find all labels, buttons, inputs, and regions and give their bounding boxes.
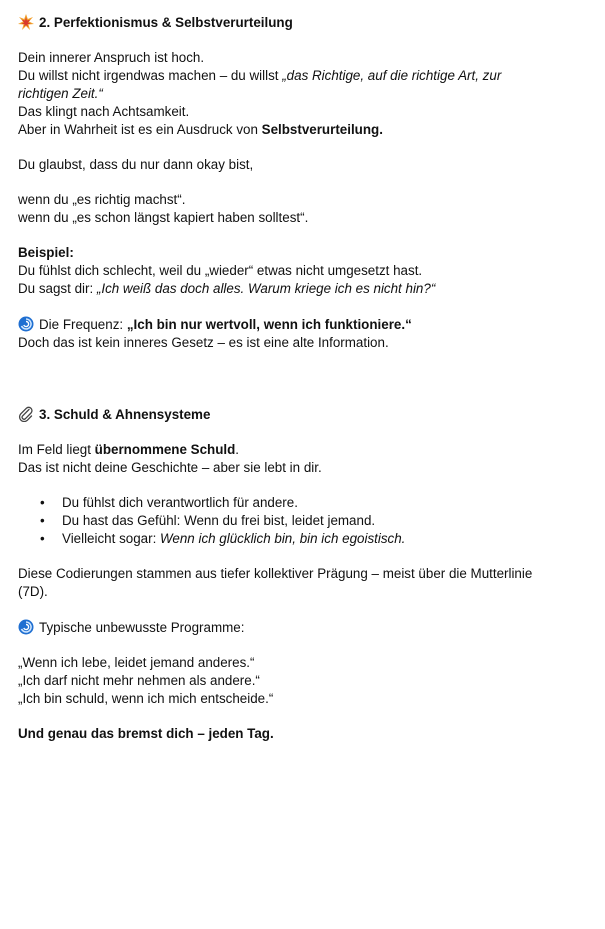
section3-heading [18, 406, 210, 423]
s3-p1-line1 [18, 441, 239, 458]
s2-p1-line3: richtigen Zeit.“ [18, 86, 103, 101]
s3-p1-bold: übernommene Schuld [94, 442, 236, 457]
collision-icon [18, 14, 34, 30]
s2-p1-line4: Das klingt nach Achtsamkeit. [18, 104, 190, 119]
s2-p3-line2: wenn du „es schon längst kapiert haben solltest“. [18, 210, 309, 225]
cyclone-icon [18, 316, 34, 332]
s2-p1-line2-quote: „das Richtige, auf die richtige Art, zur [282, 68, 502, 83]
section3-title: 3. Schuld & Ahnensysteme [39, 407, 211, 422]
frequency-statement: „Ich bin nur wertvoll, wenn ich funktioniere.“ [126, 317, 412, 332]
closing-statement: Und genau das bremst dich – jeden Tag. [18, 726, 274, 741]
s3-p2-line1: Diese Codierungen stammen aus tiefer kollektiver Prägung – meist über die Mutterlinie [18, 566, 533, 581]
s2-p1-line5-text: Aber in Wahrheit ist es ein Ausdruck von [18, 122, 262, 137]
cyclone-icon [18, 619, 34, 635]
list-item [62, 530, 405, 547]
list-item-italic: Wenn ich glücklich bin, bin ich egoistisch. [160, 531, 406, 546]
s2-p3-line1: wenn du „es richtig machst“. [18, 192, 186, 207]
list-item: • Du hast das Gefühl: Wenn du frei bist, leidet jemand. [62, 512, 375, 529]
s3-p2-line2: (7D). [18, 584, 48, 599]
example-line1: Du fühlst dich schlecht, weil du „wieder“ etwas nicht umgesetzt hast. [18, 263, 423, 278]
list-item: • Du fühlst dich verantwortlich für andere. [62, 494, 298, 511]
section2-heading [18, 14, 293, 31]
s2-p1-line1: Dein innerer Anspruch ist hoch. [18, 50, 205, 65]
s2-p1-line5 [18, 121, 383, 138]
s2-p2-line1: Du glaubst, dass du nur dann okay bist, [18, 157, 254, 172]
frequency-label: Die Frequenz: [39, 317, 127, 332]
s2-p1-line2-text: Du willst nicht irgendwas machen – du willst [18, 68, 283, 83]
s3-p1-line2: Das ist nicht deine Geschichte – aber sie lebt in dir. [18, 460, 322, 475]
frequency-line [18, 316, 412, 333]
example-line2 [18, 280, 435, 297]
programs-label-line [18, 619, 244, 636]
example-line2-italic: „Ich weiß das doch alles. Warum kriege ich es nicht hin?“ [96, 281, 436, 296]
programs-label: Typische unbewusste Programme: [39, 620, 245, 635]
section2-title: 2. Perfektionismus & Selbstverurteilung [39, 15, 293, 30]
program-quote: „Wenn ich lebe, leidet jemand anderes.“ [18, 655, 255, 670]
paperclip-icon [18, 406, 34, 422]
example-label: Beispiel: [18, 245, 74, 260]
example-line2-text: Du sagst dir: [18, 281, 97, 296]
program-quote: „Ich bin schuld, wenn ich mich entscheide.“ [18, 691, 274, 706]
list-item-text: Vielleicht sogar: [62, 531, 161, 546]
s3-p1-period: . [235, 442, 240, 457]
frequency-line2: Doch das ist kein inneres Gesetz – es ist eine alte Information. [18, 335, 389, 350]
program-quote: „Ich darf nicht mehr nehmen als andere.“ [18, 673, 260, 688]
s2-p1-line5-bold: Selbstverurteilung. [261, 122, 383, 137]
s2-p1-line2 [18, 67, 501, 84]
s3-p1-text: Im Feld liegt [18, 442, 95, 457]
